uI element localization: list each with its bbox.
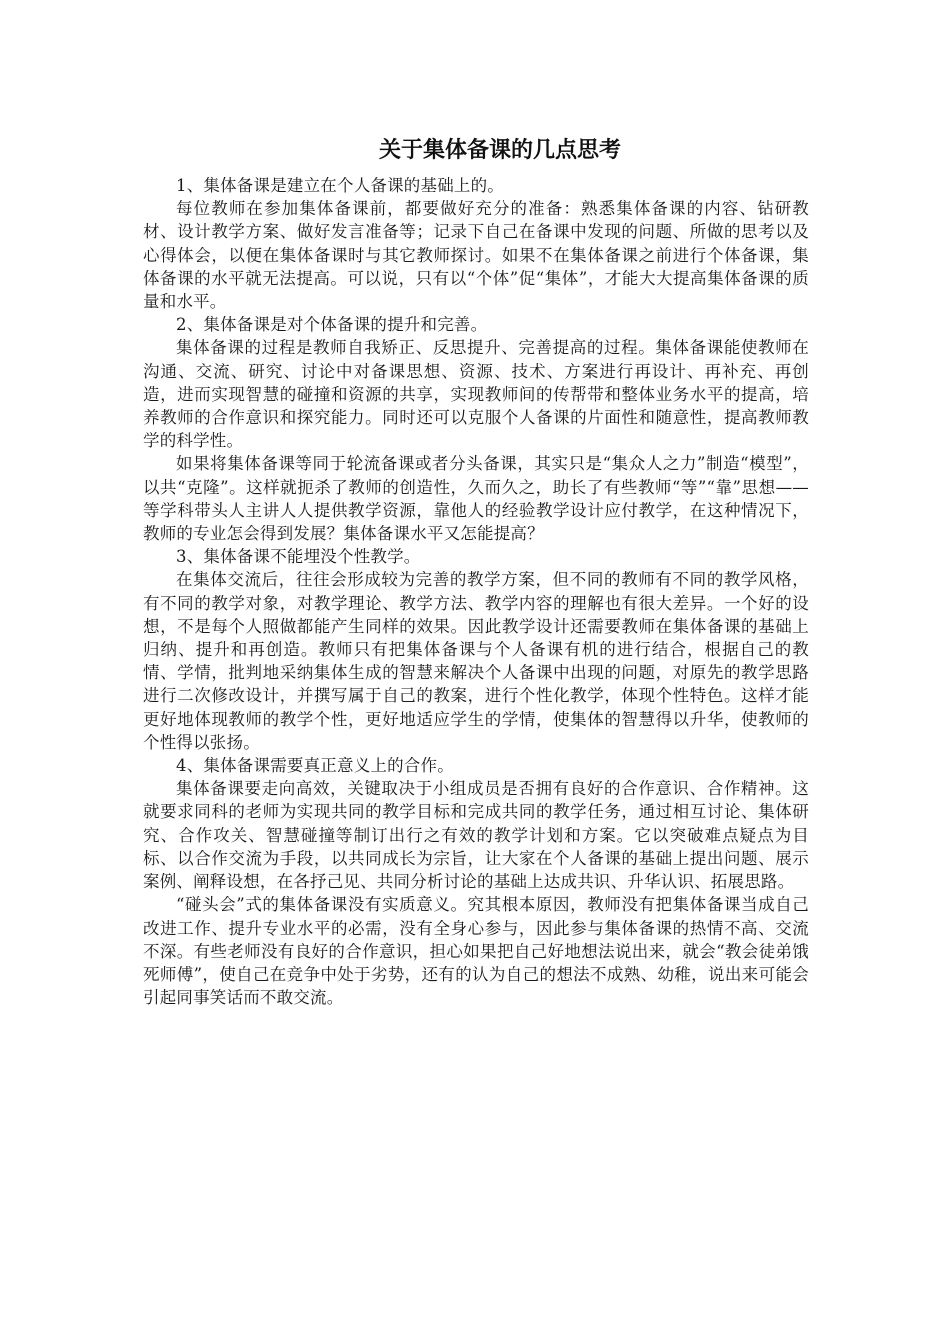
document-body xyxy=(143,134,809,1009)
paragraph: 集体备课要走向高效，关键取决于小组成员是否拥有良好的合作意识、合作精神。这就要求同科的老师为实现共同的教学目标和完成共同的教学任务，通过相互讨论、集体研究、合作攻关、智慧碰撞等制订出行之有效的教学计划和方案。它以突破难点疑点为目标、以合作交流为手段，以共同成长为宗旨，让大家在个人备课的基础上提出问题、展示案例、阐释设想，在各抒己见、共同分析讨论的基础上达成共识、升华认识、拓展思路。 xyxy=(143,779,809,892)
paragraph: “碰头会”式的集体备课没有实质意义。究其根本原因，教师没有把集体备课当成自己改进工作、提升专业水平的必需，没有全身心参与，因此参与集体备课的热情不高、交流不深。有些老师没有良好的合作意识，担心如果把自己好地想法说出来，就会“教会徒弟饿死师傅”，使自己在竞争中处于劣势，还有的认为自己的想法不成熟、幼稚，说出来可能会引起同事笑话而不敢交流。 xyxy=(143,895,809,1008)
section-heading-1: 1、集体备课是建立在个人备课的基础上的。 xyxy=(176,176,504,195)
paragraph: 每位教师在参加集体备课前，都要做好充分的准备：熟悉集体备课的内容、钻研教材、设计教学方案、做好发言准备等；记录下自己在备课中发现的问题、所做的思考以及心得体会，以便在集体备课时与其它教师探讨。如果不在集体备课之前进行个体备课，集体备课的水平就无法提高。可以说，只有以“个体”促“集体”，才能大大提高集体备课的质量和水平。 xyxy=(143,199,809,312)
paragraph: 如果将集体备课等同于轮流备课或者分头备课，其实只是“集众人之力”制造“模型”，以共“克隆”。这样就扼杀了教师的创造性，久而久之，助长了有些教师“等”“靠”思想——等学科带头人主讲人人提供教学资源，靠他人的经验教学设计应付教学，在这种情况下，教师的专业怎会得到发展？集体备课水平又怎能提高？ xyxy=(143,454,809,544)
section-heading-4: 4、集体备课需要真正意义上的合作。 xyxy=(176,756,454,776)
paragraph: 在集体交流后，往往会形成较为完善的教学方案，但不同的教师有不同的教学风格，有不同的教学对象，对教学理论、教学方法、教学内容的理解也有很大差异。一个好的设想，不是每个人照做都能产生同样的效果。因此教学设计还需要教师在集体备课的基础上归纳、提升和再创造。教师只有把集体备课与个人备课有机的进行结合，根据自己的教情、学情，批判地采纳集体生成的智慧来解决个人备课中出现的问题，对原先的教学思路进行二次修改设计，并撰写属于自己的教案，进行个性化教学，体现个性特色。这样才能更好地体现教师的教学个性，更好地适应学生的学情，使集体的智慧得以升华，使教师的个性得以张扬。 xyxy=(143,570,809,752)
section-heading-2: 2、集体备课是对个体备课的提升和完善。 xyxy=(176,315,488,335)
document-title: 关于集体备课的几点思考 xyxy=(378,138,621,163)
paragraph: 集体备课的过程是教师自我矫正、反思提升、完善提高的过程。集体备课能使教师在沟通、交流、研究、讨论中对备课思想、资源、技术、方案进行再设计、再补充、再创造，进而实现智慧的碰撞和资源的共享，实现教师间的传帮带和整体业务水平的提高，培养教师的合作意识和探究能力。同时还可以克服个人备课的片面性和随意性，提高教师教学的科学性。 xyxy=(143,338,809,451)
section-heading-3: 3、集体备课不能埋没个性教学。 xyxy=(176,547,421,567)
